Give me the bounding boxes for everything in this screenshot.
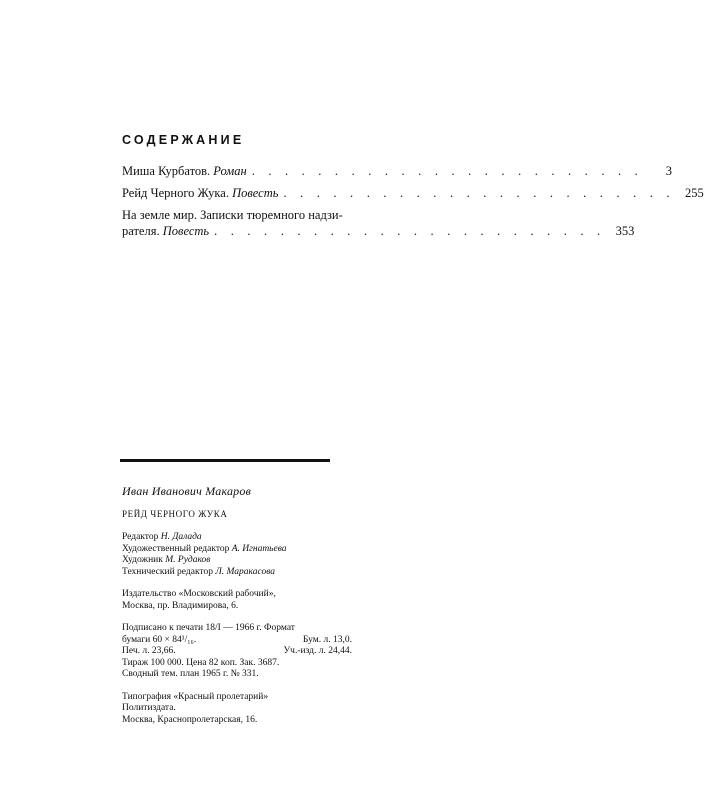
book-title: РЕЙД ЧЕРНОГО ЖУКА [122,508,228,519]
toc-entry-3 [122,207,635,239]
credit-line: Художник М. Рудаков [122,555,211,565]
toc-leader-dots: . . . . . . . . . . . . . . . . . . . . . . . . [214,224,606,238]
toc-entry-title-cont: рателя. [122,224,160,238]
print-details: Подписано к печати 18/I — 1966 г. Формат бумаги 60 × 84¹/₁₆. Бум. л. 13,0. Печ. л. 23,66. Уч.-изд. л. 24,44. Тираж 100 000. Цена 82 коп. Зак. 3687. Сводный тем. план 1965 г. № 331. [122,623,352,679]
toc-entry-genre: Роман [213,164,247,178]
table-of-contents [122,163,704,239]
toc-entry-genre: Повесть [232,186,279,200]
toc-entry-page: 353 [615,224,635,238]
toc-leader-dots: . . . . . . . . . . . . . . . . . . . . . . . . [251,164,643,178]
author-name: Иван Иванович Макаров [122,484,251,498]
colophon [122,486,352,726]
toc-entry-1 [122,163,672,179]
publisher-info: Издательство «Московский рабочий», Москва, пр. Владимирова, 6. [122,589,276,611]
toc-leader-dots: . . . . . . . . . . . . . . . . . . . . . . . . [283,186,675,200]
toc-entry-page: 255 [684,186,704,200]
toc-entry-title: На земле мир. Записки тюремного надзи- [122,208,343,222]
toc-entry-title: Миша Курбатов. [122,164,211,178]
toc-heading: СОДЕРЖАНИЕ [122,133,245,147]
toc-entry-2 [122,185,704,201]
credit-line: Технический редактор Л. Маракасова [122,566,276,577]
credits [122,532,352,578]
printer-info: Типография «Красный пролетарий» Политиздата. Москва, Краснопролетарская, 16. [122,691,269,725]
divider-rule [120,459,330,462]
toc-entry-page: 3 [665,164,672,178]
credit-line: Редактор Н. Далада [122,532,202,542]
credit-line: Художественный редактор А. Игнатьева [122,543,287,554]
toc-entry-title: Рейд Черного Жука. [122,186,229,200]
toc-entry-genre: Повесть [162,224,210,238]
